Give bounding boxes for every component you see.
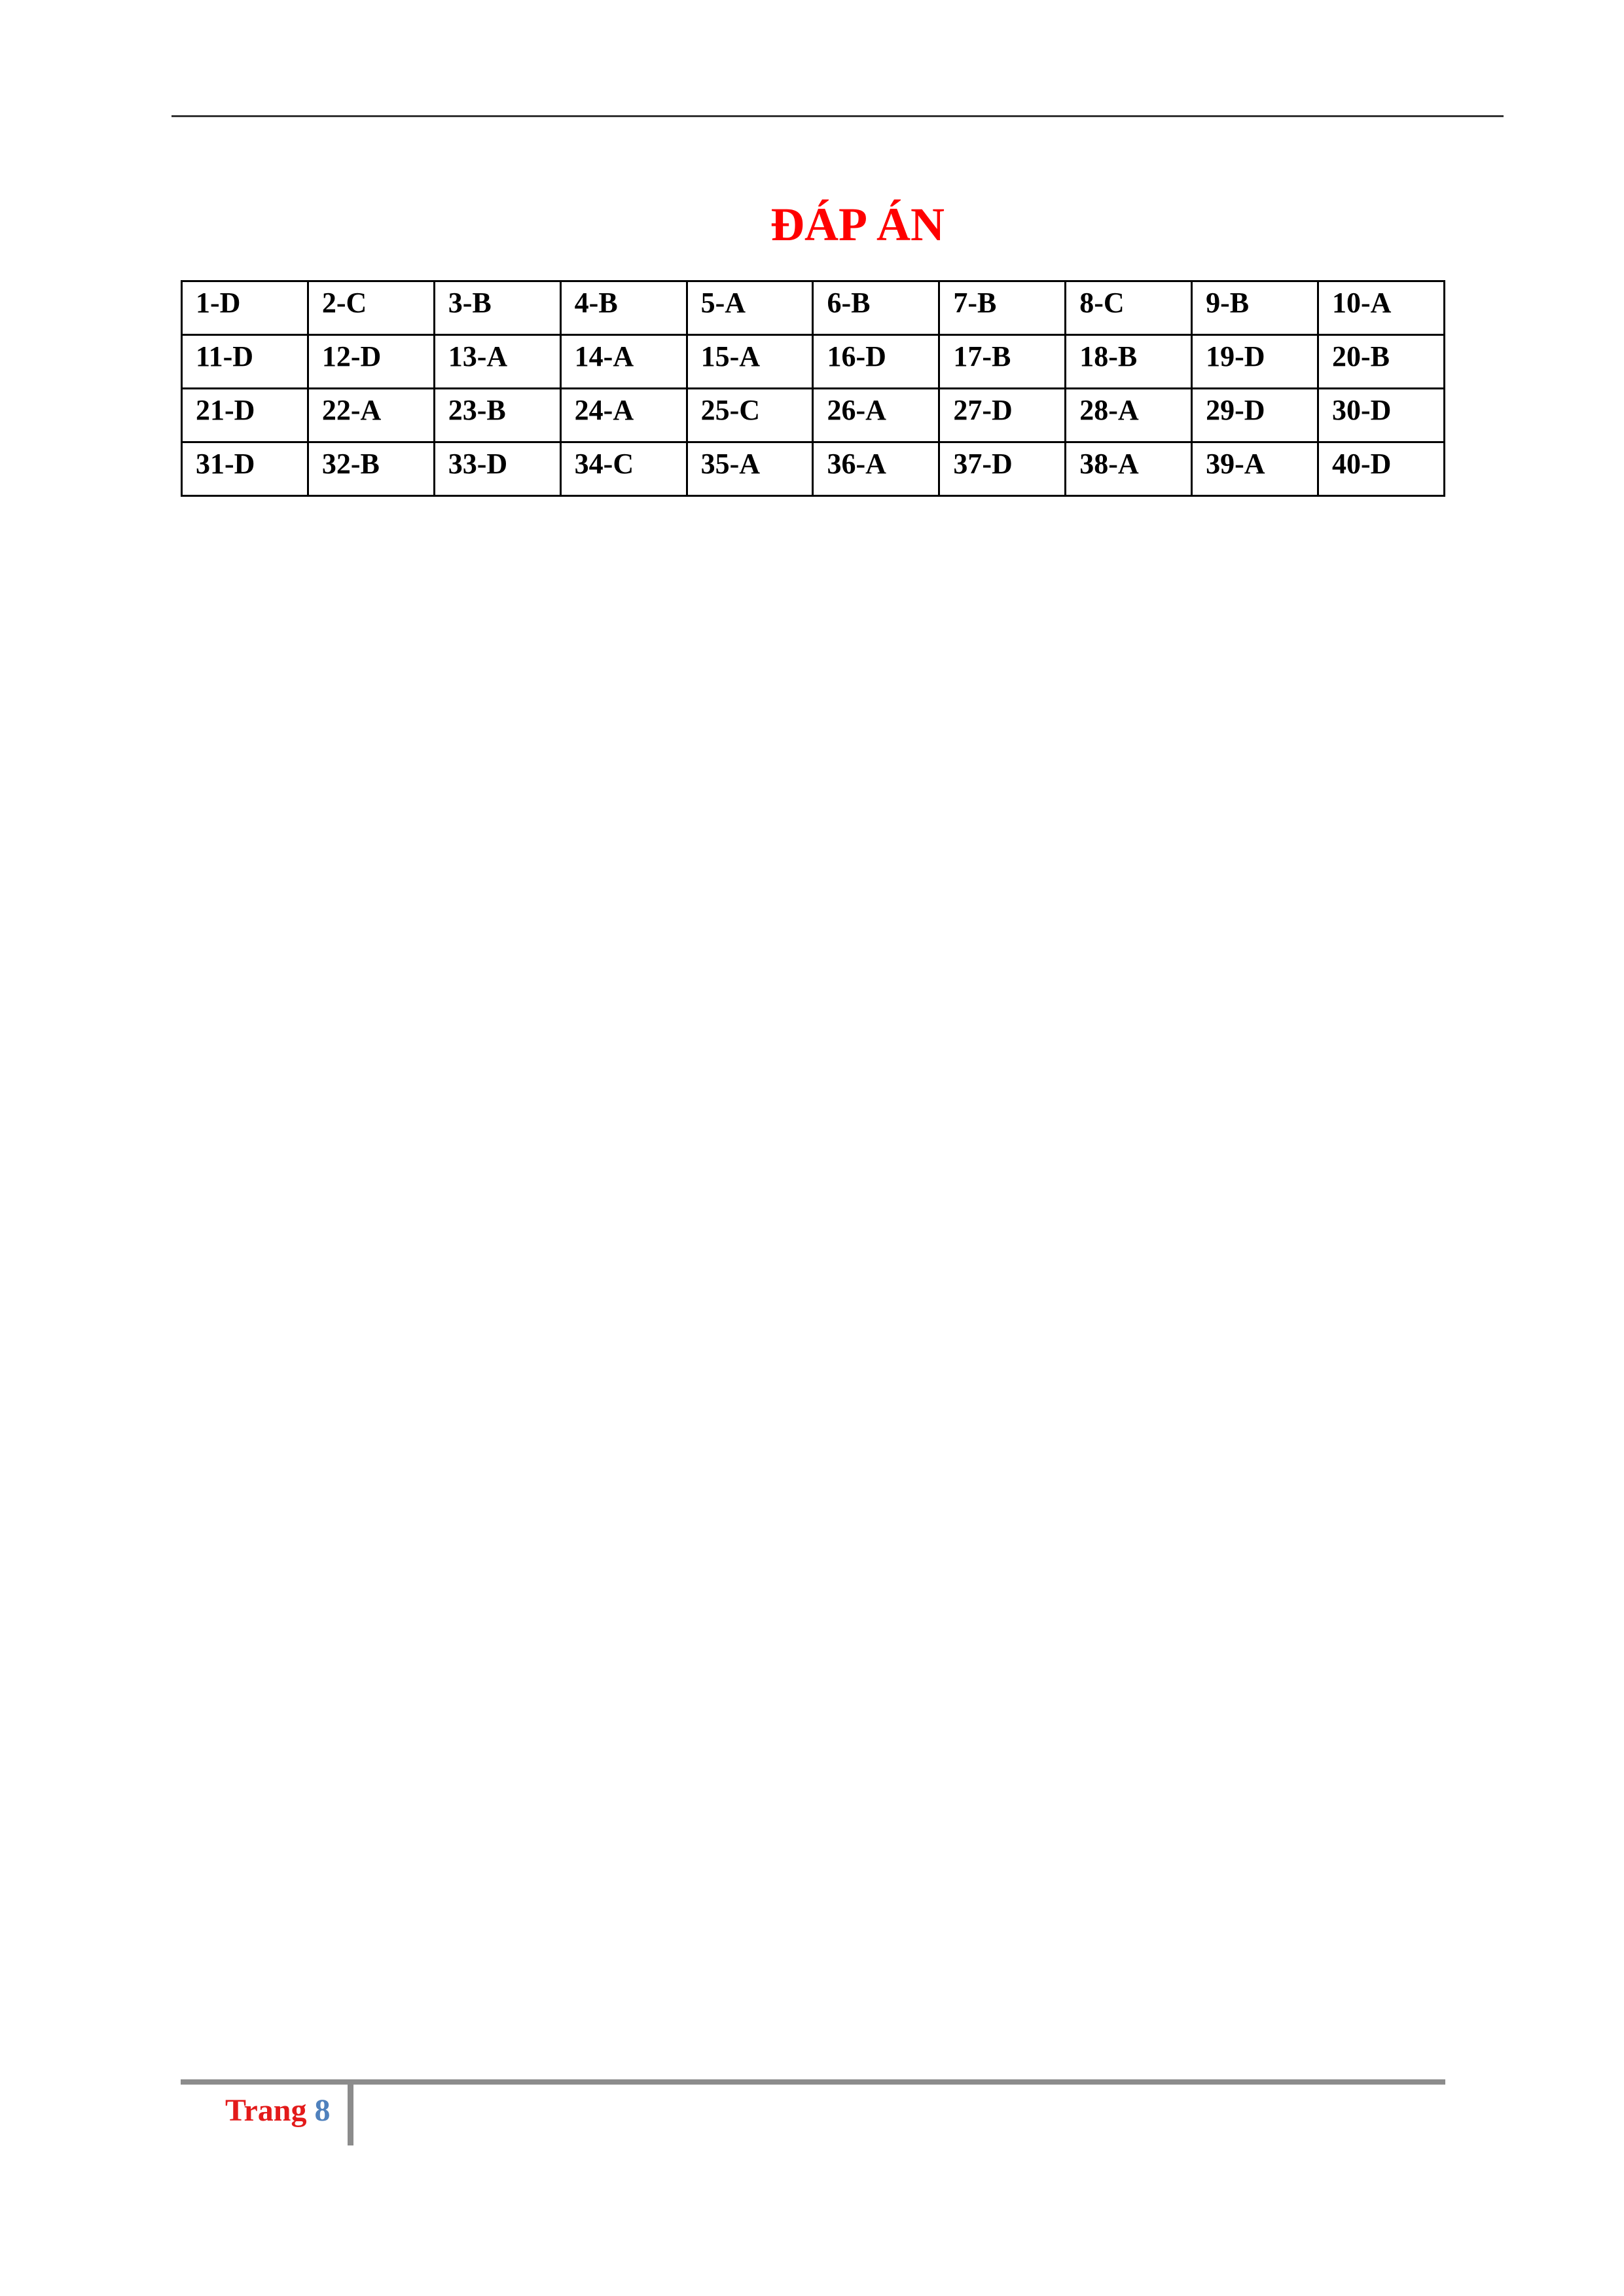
answer-cell: 15-A <box>687 335 813 389</box>
answer-cell: 17-B <box>939 335 1066 389</box>
answer-cell: 3-B <box>434 281 560 335</box>
answer-cell: 26-A <box>813 389 939 442</box>
answer-cell: 33-D <box>434 442 560 496</box>
answer-row <box>182 389 1445 442</box>
answer-cell: 31-D <box>182 442 308 496</box>
answer-cell: 2-C <box>308 281 434 335</box>
answer-cell: 38-A <box>1066 442 1192 496</box>
answer-cell: 12-D <box>308 335 434 389</box>
answer-row <box>182 442 1445 496</box>
page-word: Trang <box>225 2093 307 2128</box>
answer-cell: 7-B <box>939 281 1066 335</box>
answer-cell: 30-D <box>1318 389 1445 442</box>
page-title: ĐÁP ÁN <box>770 198 945 251</box>
answer-cell: 20-B <box>1318 335 1445 389</box>
answer-cell: 13-A <box>434 335 560 389</box>
answer-cell: 4-B <box>560 281 687 335</box>
page-number-label <box>225 2091 330 2130</box>
answer-cell: 10-A <box>1318 281 1445 335</box>
answer-cell: 19-D <box>1192 335 1318 389</box>
answer-cell: 40-D <box>1318 442 1445 496</box>
answer-cell: 6-B <box>813 281 939 335</box>
answer-table <box>181 280 1445 497</box>
answer-cell: 14-A <box>560 335 687 389</box>
answer-cell: 34-C <box>560 442 687 496</box>
answer-cell: 18-B <box>1066 335 1192 389</box>
answer-row <box>182 281 1445 335</box>
answer-cell: 24-A <box>560 389 687 442</box>
answer-cell: 35-A <box>687 442 813 496</box>
answer-cell: 29-D <box>1192 389 1318 442</box>
answer-cell: 23-B <box>434 389 560 442</box>
answer-cell: 32-B <box>308 442 434 496</box>
answer-cell: 39-A <box>1192 442 1318 496</box>
answer-table-body <box>182 281 1445 496</box>
header-rule <box>171 115 1504 117</box>
answer-cell: 16-D <box>813 335 939 389</box>
answer-cell: 9-B <box>1192 281 1318 335</box>
answer-cell: 21-D <box>182 389 308 442</box>
footer-rule <box>181 2079 1445 2085</box>
answer-cell: 8-C <box>1066 281 1192 335</box>
answer-row <box>182 335 1445 389</box>
answer-cell: 11-D <box>182 335 308 389</box>
page-number: 8 <box>314 2093 331 2128</box>
answer-cell: 1-D <box>182 281 308 335</box>
answer-cell: 37-D <box>939 442 1066 496</box>
answer-cell: 22-A <box>308 389 434 442</box>
answer-cell: 25-C <box>687 389 813 442</box>
answer-cell: 5-A <box>687 281 813 335</box>
answer-cell: 28-A <box>1066 389 1192 442</box>
footer-divider <box>348 2085 353 2145</box>
answer-cell: 36-A <box>813 442 939 496</box>
answer-cell: 27-D <box>939 389 1066 442</box>
